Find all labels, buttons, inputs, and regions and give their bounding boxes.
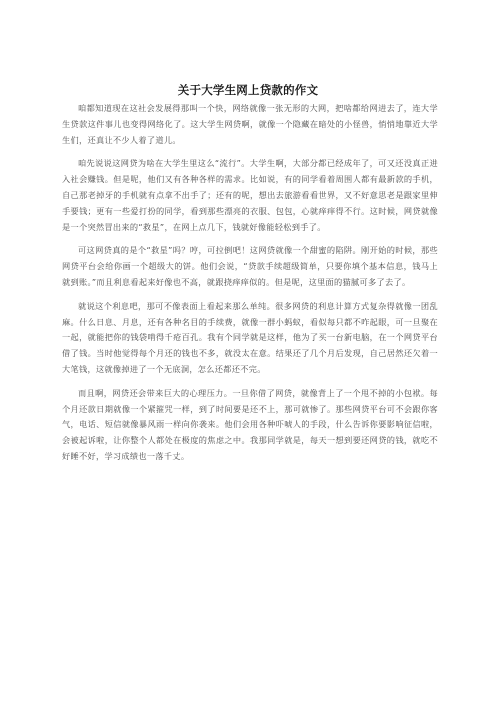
paragraph: 咱都知道现在这社会发展得那叫一个快，网络就像一张无形的大网，把啥都给网进去了，连大学生贷款这件事儿也变得网络化了。这大学生网贷啊，就像一个隐藏在暗处的小怪兽，悄悄地靠近大学生们，还真让不少人着了道儿。 [62, 103, 438, 145]
paragraph: 咱先说说这网贷为啥在大学生里这么“流行”。大学生啊，大部分都已经成年了，可又还没真正进入社会赚钱。但是呢，他们又有各种各样的需求。比如说，有的同学看着周围人都有最新款的手机，自己那老掉牙的手机就有点拿不出手了；还有的呢，想出去旅游看看世界，又不好意思老是跟家里伸手要钱；更有一些爱打扮的同学，看到那些漂亮的衣服、包包，心就痒痒得不行。这时候，网贷就像是一个突然冒出来的“救星”，在网上点几下，钱就好像能轻松到手了。 [62, 158, 438, 232]
paragraph: 而且啊，网贷还会带来巨大的心理压力。一旦你借了网贷，就像背上了一个甩不掉的小包袱。每个月还款日期就像一个紧箍咒一样，到了时间要是还不上，那可就惨了。那些网贷平台可不会跟你客气，电话、短信就像暴风雨一样向你袭来。他们会用各种吓唬人的手段，什么告诉你要影响征信啦，会被起诉啦，让你整个人都处在极度的焦虑之中。我那同学就是，每天一想到要还网贷的钱，就吃不好睡不好，学习成绩也一落千丈。 [62, 387, 438, 461]
paragraph: 可这网贷真的是个“救星”吗？哼，可拉倒吧！这网贷就像一个甜蜜的陷阱。刚开始的时候，那些网贷平台会给你画一个超级大的饼。他们会说，“贷款手续超级简单，只要你填个基本信息，钱马上就到账。”而且利息看起来好像也不高，就跟挠痒痒似的。但是呢，这里面的猫腻可多了去了。 [62, 245, 438, 287]
paragraph: 就说这个利息吧，那可不像表面上看起来那么单纯。很多网贷的利息计算方式复杂得就像一团乱麻。什么日息、月息，还有各种名目的手续费，就像一群小蚂蚁，看似每只都不咋起眼，可一旦聚在一起，就能把你的钱袋啃得千疮百孔。我有个同学就是这样，他为了买一台新电脑，在一个网贷平台借了钱。当时他觉得每个月还的钱也不多，就没太在意。结果还了几个月后发现，自己居然还欠着一大笔钱，这就像掉进了一个无底洞，怎么还都还不完。 [62, 300, 438, 374]
document-body [62, 101, 438, 473]
document-title: 关于大学生网上贷款的作文 [177, 83, 319, 97]
